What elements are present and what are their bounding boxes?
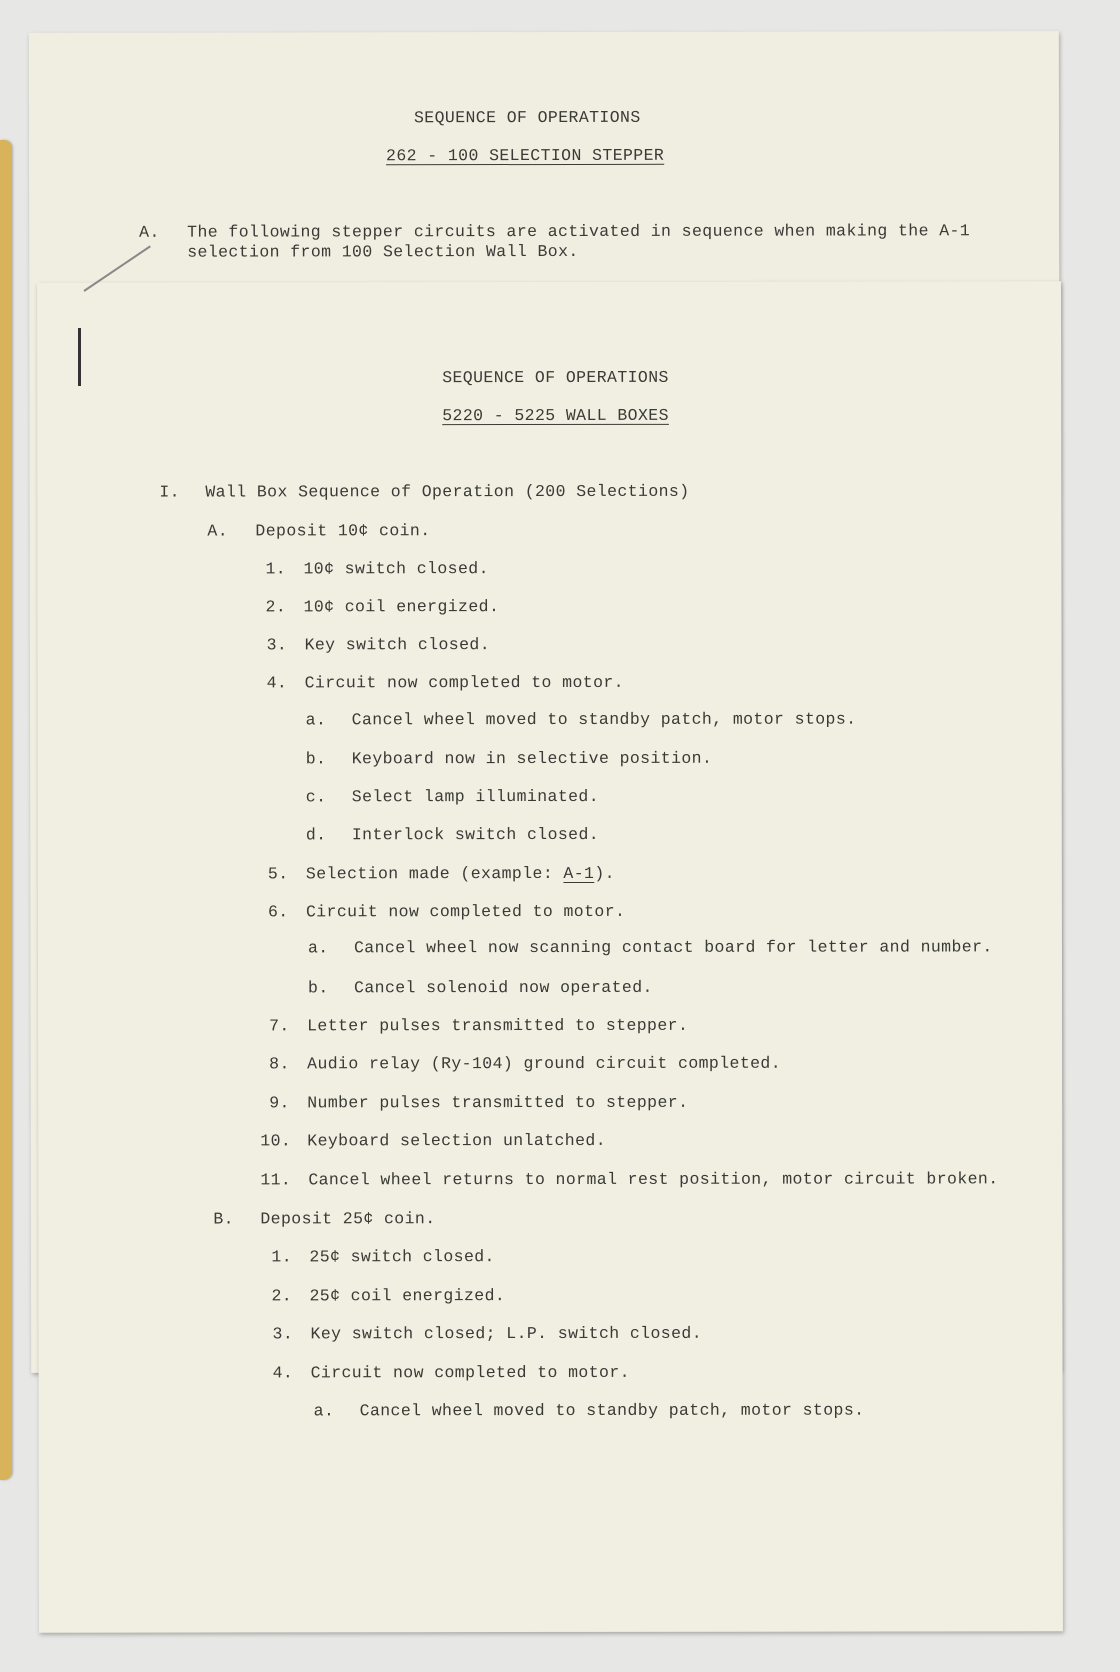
group-a-label: Deposit 10¢ coin. xyxy=(255,521,431,541)
a-step-6a: Cancel wheel now scanning contact board for letter and number. xyxy=(353,937,993,958)
b-step-2-num: 2. xyxy=(271,1286,293,1306)
group-a-letter: A. xyxy=(207,521,229,541)
b-step-4a-letter: a. xyxy=(313,1401,335,1421)
back-page-title: SEQUENCE OF OPERATIONS xyxy=(413,107,641,128)
a-step-4-num: 4. xyxy=(266,673,288,693)
a-step-11: Cancel wheel returns to normal rest position, motor circuit broken. xyxy=(308,1169,999,1190)
front-page-subtitle: 5220 - 5225 WALL BOXES xyxy=(442,405,669,426)
a-step-4c: Select lamp illuminated. xyxy=(351,786,600,807)
front-page-title: SEQUENCE OF OPERATIONS xyxy=(442,367,669,388)
a-step-3: Key switch closed. xyxy=(304,635,491,655)
a-step-5 xyxy=(306,864,615,883)
a-step-10: Keyboard selection unlatched. xyxy=(307,1130,607,1151)
a-step-5-text: Selection made (example: xyxy=(305,863,564,884)
group-b-label: Deposit 25¢ coin. xyxy=(260,1209,436,1229)
a-step-6-num: 6. xyxy=(267,902,289,922)
a-step-4d: Interlock switch closed. xyxy=(351,824,600,845)
pencil-mark xyxy=(78,328,81,386)
a-step-4: Circuit now completed to motor. xyxy=(304,672,624,693)
b-step-4a: Cancel wheel moved to standby patch, motor stops. xyxy=(359,1400,865,1421)
a-step-11-num: 11. xyxy=(260,1170,292,1190)
a-step-10-num: 10. xyxy=(260,1131,292,1151)
a-step-4b: Keyboard now in selective position. xyxy=(351,748,713,769)
a-step-5-example: A-1 xyxy=(563,863,595,883)
b-step-3: Key switch closed; L.P. switch closed. xyxy=(310,1323,703,1344)
b-step-2: 25¢ coil energized. xyxy=(309,1286,506,1306)
back-page-subtitle: 262 - 100 SELECTION STEPPER xyxy=(386,145,665,166)
back-para-line1: The following stepper circuits are activated in sequence when making the A-1 xyxy=(187,221,971,242)
b-step-3-num: 3. xyxy=(272,1324,294,1344)
b-step-4-num: 4. xyxy=(272,1363,294,1383)
a-step-8-num: 8. xyxy=(269,1054,290,1074)
a-step-2-num: 2. xyxy=(265,597,287,617)
back-para-letter: A. xyxy=(139,222,160,242)
a-step-4c-letter: c. xyxy=(305,787,327,807)
a-step-2: 10¢ coil energized. xyxy=(303,597,500,617)
yellow-folder-edge xyxy=(0,140,12,1480)
a-step-8: Audio relay (Ry-104) ground circuit completed. xyxy=(307,1053,782,1074)
b-step-4: Circuit now completed to motor. xyxy=(310,1362,630,1383)
a-step-1: 10¢ switch closed. xyxy=(303,559,489,579)
section-number: I. xyxy=(159,482,180,502)
a-step-7: Letter pulses transmitted to stepper. xyxy=(307,1015,689,1036)
a-step-5-num: 5. xyxy=(267,864,289,884)
a-step-6b: Cancel solenoid now operated. xyxy=(354,977,653,998)
b-step-1: 25¢ switch closed. xyxy=(309,1247,495,1267)
a-step-4a-letter: a. xyxy=(305,710,327,730)
front-page xyxy=(37,281,1063,1632)
a-step-3-num: 3. xyxy=(266,635,288,655)
section-title: Wall Box Sequence of Operation (200 Selections) xyxy=(205,481,690,502)
back-para-line2: selection from 100 Selection Wall Box. xyxy=(187,241,579,262)
b-step-1-num: 1. xyxy=(271,1247,293,1267)
a-step-1-num: 1. xyxy=(265,559,287,579)
a-step-5-close: ). xyxy=(594,863,615,883)
a-step-9: Number pulses transmitted to stepper. xyxy=(307,1092,689,1113)
a-step-4d-letter: d. xyxy=(305,825,327,845)
a-step-4b-letter: b. xyxy=(305,749,327,769)
a-step-4a: Cancel wheel moved to standby patch, motor stops. xyxy=(351,709,857,730)
a-step-6: Circuit now completed to motor. xyxy=(305,901,626,922)
a-step-9-num: 9. xyxy=(269,1093,290,1113)
a-step-7-num: 7. xyxy=(269,1016,290,1036)
group-b-letter: B. xyxy=(213,1209,234,1229)
a-step-6b-letter: b. xyxy=(308,978,329,998)
a-step-6a-letter: a. xyxy=(307,938,329,958)
